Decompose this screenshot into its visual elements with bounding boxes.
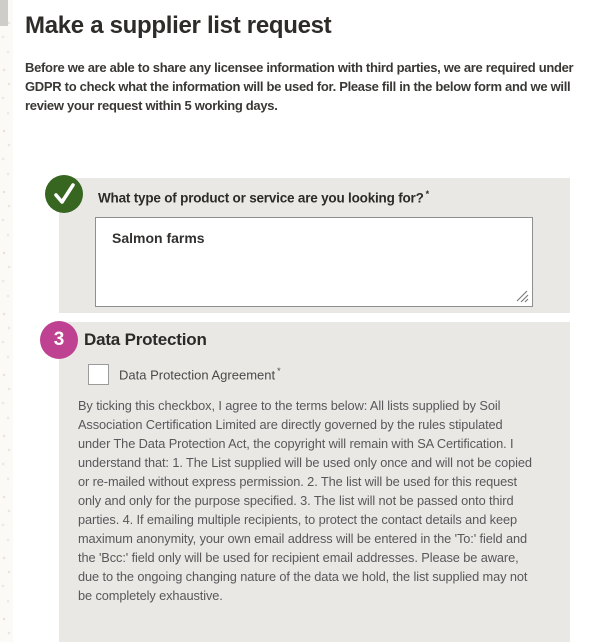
data-protection-agreement-checkbox[interactable] — [88, 364, 109, 385]
data-protection-heading: Data Protection — [84, 330, 207, 349]
product-service-textarea[interactable] — [95, 217, 533, 307]
step-number-badge: 3 — [40, 321, 78, 359]
required-asterisk: * — [425, 189, 429, 199]
required-asterisk: * — [277, 366, 281, 377]
corner-artifact — [0, 0, 8, 26]
terms-text: By ticking this checkbox, I agree to the terms below: All lists supplied by Soil Association Certification Limited are directly governed by the rules stipulated under The Data Protection Act, the copyright will remain with SA Certification. I understand that: 1. The List supplied will be used only once and will not be copied or re-mailed without express permission. 2. The list will be used for this request only and only for the purpose specified. 3. The list will not be passed onto third parties. 4. If emailing multiple recipients, to protect the contact details and keep maximum anonymity, your own email address will be entered in the 'To:' field and the 'Bcc:' field only will be used for recipient email addresses. Please be aware, due to the ongoing changing nature of the data we hold, the list supplied may not be completely exhaustive. — [78, 398, 532, 603]
check-icon — [52, 182, 76, 206]
data-protection-panel — [53, 322, 570, 642]
agreement-checkbox-row — [88, 364, 281, 385]
completed-check-icon — [45, 175, 83, 213]
question-label-text: What type of product or service are you looking for? — [98, 190, 424, 206]
background-texture — [0, 0, 13, 642]
page-title: Make a supplier list request — [25, 12, 332, 39]
question-panel — [59, 178, 570, 313]
agreement-checkbox-label[interactable] — [119, 366, 281, 382]
agreement-label-text: Data Protection Agreement — [119, 367, 276, 383]
textarea-resize-handle-icon[interactable] — [514, 288, 529, 303]
intro-text: Before we are able to share any licensee information with third parties, we are required under GDPR to check what the information will be used for. Please fill in the below form and we will review your request within 5 working days. — [25, 60, 574, 113]
question-label — [98, 189, 429, 206]
